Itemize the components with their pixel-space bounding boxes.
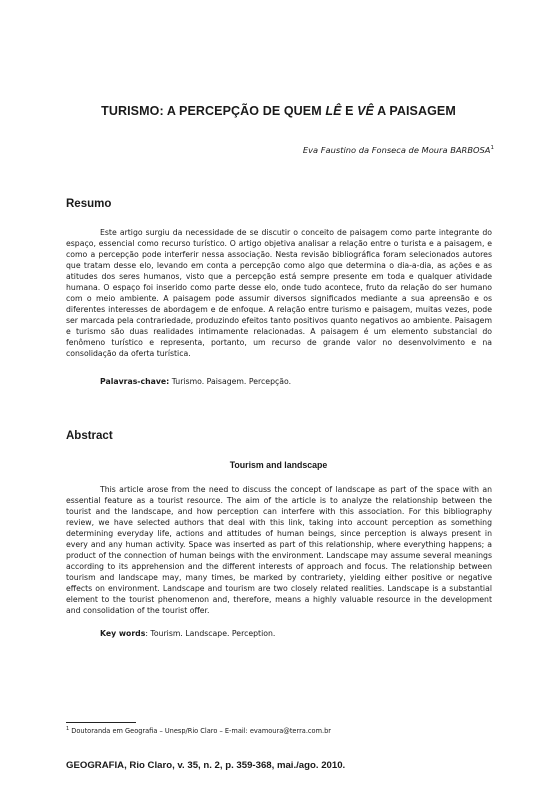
footnote <box>66 726 331 735</box>
footnote-rule <box>66 722 136 723</box>
title-part: TURISMO: A PERCEPÇÃO DE QUEM <box>101 104 326 118</box>
author-line <box>303 145 494 155</box>
abstract-subtitle: Tourism and landscape <box>229 460 328 470</box>
title-le: LÊ <box>325 104 342 118</box>
abstract-keywords <box>100 628 275 639</box>
article-title <box>0 104 557 118</box>
abstract-heading: Abstract <box>66 430 113 442</box>
keywords-label: Key words <box>100 629 146 638</box>
keywords-value: Turismo. Paisagem. Percepção. <box>171 377 292 386</box>
abstract-text: This article arose from the need to discuss the concept of landscape as part of the space with an essential feature as a tourist resource. The aim of the article is to analyze the relationship between the tourist and the landscape, and how perception can interfere with this association. For this bibliography review, we have selected authors that deal with this link, taking into account perception as something determining everyday life, actions and attitudes of human beings, since perception is always present in every and any human activity. Space was inserted as part of this relationship, where everything happens; a product of the connection of human beings with the environment. Landscape may assume several meanings according to its apprehension and the different interests of approach and focus. The relationship between tourism and landscape may, many times, be marked by contrariety, yielding either positive or negative effects on environment. Landscape and tourism are two closely related realities. Landscape is a substantial element to the tourist phenomenon and, therefore, means a highly valuable resource in the development and consolidation of the tourist offer. <box>66 485 492 615</box>
journal-citation: GEOGRAFIA, Rio Claro, v. 35, n. 2, p. 359-368, mai./ago. 2010. <box>66 760 346 771</box>
title-ve: VÊ <box>357 104 374 118</box>
title-part: E <box>341 104 358 118</box>
resumo-keywords <box>100 376 291 387</box>
resumo-heading: Resumo <box>66 198 112 210</box>
title-part: A PAISAGEM <box>373 104 456 118</box>
footnote-mark: 1 <box>490 145 494 152</box>
footnote-mark: 1 <box>66 726 70 732</box>
author-name: Eva Faustino da Fonseca de Moura BARBOSA <box>302 145 491 155</box>
keywords-label: Palavras-chave: <box>100 377 170 386</box>
footnote-text: Doutoranda em Geografia – Unesp/Rio Claro – E-mail: evamoura@terra.com.br <box>69 727 331 736</box>
keywords-value: : Tourism. Landscape. Perception. <box>145 629 276 638</box>
resumo-text: Este artigo surgiu da necessidade de se discutir o conceito de paisagem como parte integrante do espaço, essencial como recurso turístico. O artigo objetiva analisar a relação entre o turista e a paisagem, e como a percepção pode interferir nessa associação. Nesta revisão bibliográfica foram selecionados autores que tratam desse elo, levando em conta a percepção como algo que determina o dia-a-dia, as ações e as atitudes dos seres humanos, visto que a percepção está sempre presente em toda e qualquer atividade humana. O espaço foi inserido como parte desse elo, onde tudo acontece, fruto da relação do ser humano com o meio ambiente. A paisagem pode assumir diversos significados mediante a sua apreensão e os diferentes interesses de abordagem e de enfoque. A relação entre turismo e paisagem, muitas vezes, pode ser marcada pela contrariedade, produzindo efeitos tanto positivos quanto negativos ao ambiente. Paisagem e turismo são duas realidades intimamente relacionadas. A paisagem é um elemento substancial do fenômeno turístico e representa, portanto, um recurso de grande valor no desenvolvimento e na consolidação da oferta turística. <box>66 228 492 358</box>
